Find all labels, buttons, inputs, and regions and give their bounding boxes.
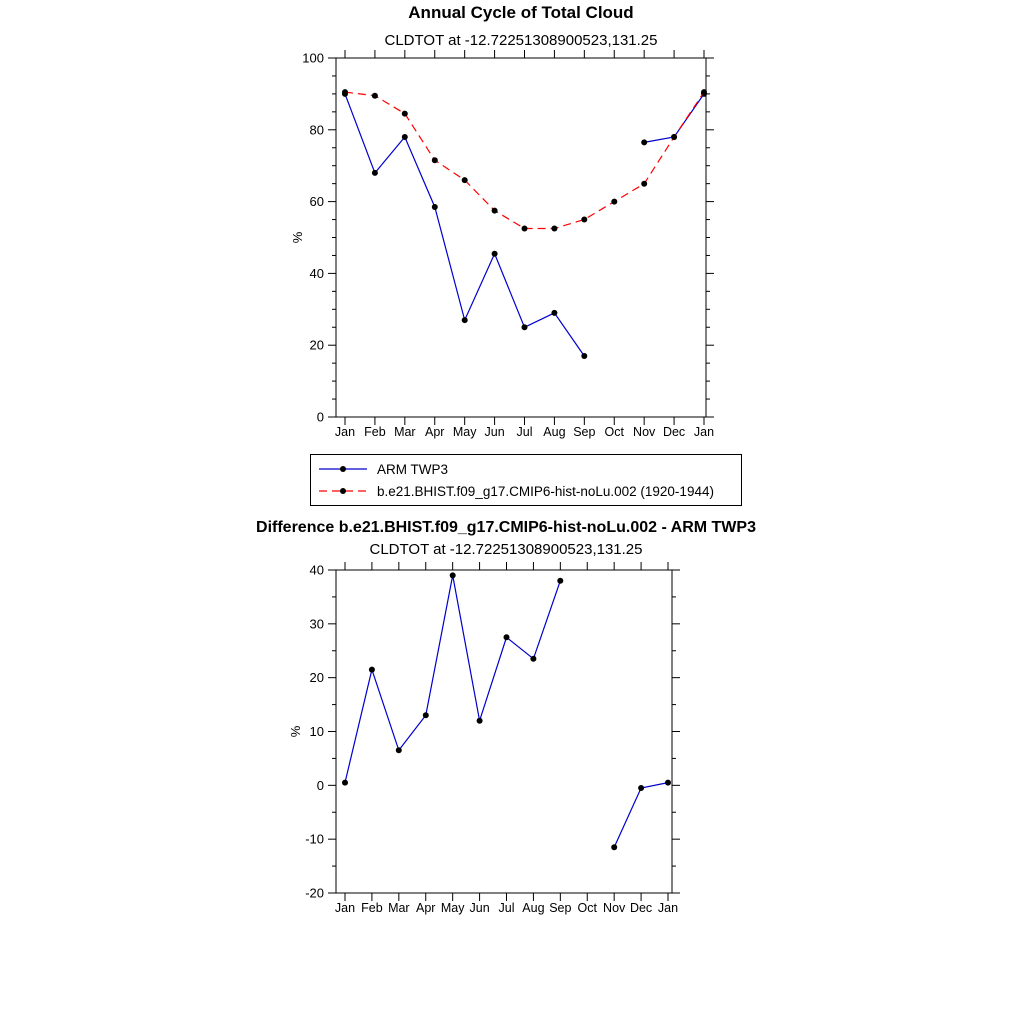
data-point-marker bbox=[477, 718, 483, 724]
data-point-marker bbox=[369, 667, 375, 673]
series-line-0 bbox=[345, 94, 704, 356]
legend-item bbox=[317, 458, 735, 480]
y-tick-label: 0 bbox=[316, 777, 324, 793]
plot-frame bbox=[336, 58, 706, 417]
difference-plot bbox=[280, 552, 760, 942]
data-point-marker bbox=[372, 170, 378, 176]
legend-line-sample bbox=[317, 483, 369, 499]
legend-label: b.e21.BHIST.f09_g17.CMIP6-hist-noLu.002 (1920-1944) bbox=[377, 483, 714, 499]
data-point-marker bbox=[423, 712, 429, 718]
legend-label: ARM TWP3 bbox=[377, 461, 449, 477]
x-tick-label: Mar bbox=[394, 425, 416, 439]
data-point-marker bbox=[402, 134, 408, 140]
legend-line-sample bbox=[317, 461, 369, 477]
y-tick-label: 10 bbox=[309, 724, 324, 739]
data-point-marker bbox=[522, 226, 528, 232]
x-tick-label: Feb bbox=[364, 425, 386, 439]
data-point-marker bbox=[671, 134, 677, 140]
chart2-subtitle: CLDTOT at -12.72251308900523,131.25 bbox=[369, 541, 643, 558]
y-tick-label: -20 bbox=[305, 885, 324, 901]
x-tick-label: Aug bbox=[543, 425, 566, 439]
data-point-marker bbox=[522, 324, 528, 330]
y-tick-label: 20 bbox=[309, 670, 324, 686]
annual-cycle-plot bbox=[280, 30, 760, 460]
x-tick-label: Jan bbox=[693, 425, 715, 439]
x-tick-label: Jun bbox=[484, 425, 505, 439]
y-tick-label: 100 bbox=[302, 50, 324, 66]
x-tick-label: Nov bbox=[603, 901, 626, 915]
data-point-marker bbox=[530, 656, 536, 662]
x-tick-label: Dec bbox=[662, 425, 686, 439]
data-point-marker bbox=[551, 226, 557, 232]
x-tick-label: Apr bbox=[416, 901, 436, 915]
x-tick-label: Jul bbox=[498, 901, 515, 915]
data-point-marker bbox=[701, 89, 707, 95]
data-point-marker bbox=[638, 785, 644, 791]
y-axis-label: % bbox=[290, 231, 305, 244]
x-tick-label: Mar bbox=[388, 901, 410, 915]
x-tick-label: Aug bbox=[522, 901, 545, 915]
data-point-marker bbox=[342, 780, 348, 786]
y-tick-label: -10 bbox=[305, 831, 324, 847]
data-point-marker bbox=[557, 578, 563, 584]
x-tick-label: Dec bbox=[629, 901, 653, 915]
data-point-marker bbox=[402, 111, 408, 117]
x-tick-label: Jan bbox=[334, 901, 356, 915]
x-tick-label: Jun bbox=[469, 901, 490, 915]
x-tick-label: May bbox=[440, 901, 465, 915]
data-point-marker bbox=[581, 353, 587, 359]
data-point-marker bbox=[641, 181, 647, 187]
data-point-marker bbox=[342, 89, 348, 95]
y-tick-label: 80 bbox=[309, 122, 324, 138]
chart1-title: Annual Cycle of Total Cloud bbox=[408, 3, 634, 22]
data-point-marker bbox=[462, 317, 468, 323]
data-point-marker bbox=[492, 208, 498, 214]
legend-item bbox=[317, 480, 735, 502]
chart1-legend bbox=[310, 454, 742, 506]
x-tick-label: Jan bbox=[657, 901, 679, 915]
y-axis-label: % bbox=[288, 725, 303, 738]
x-tick-label: May bbox=[452, 425, 477, 439]
y-tick-label: 40 bbox=[309, 562, 324, 578]
data-point-marker bbox=[611, 199, 617, 205]
data-point-marker bbox=[462, 177, 468, 183]
data-point-marker bbox=[641, 139, 647, 145]
data-point-marker bbox=[450, 572, 456, 578]
data-point-marker bbox=[432, 204, 438, 210]
x-tick-label: Nov bbox=[633, 425, 656, 439]
data-point-marker bbox=[396, 747, 402, 753]
y-tick-label: 40 bbox=[309, 265, 324, 281]
x-tick-label: Feb bbox=[361, 901, 383, 915]
x-tick-label: Jul bbox=[516, 425, 533, 439]
data-point-marker bbox=[492, 251, 498, 257]
x-tick-label: Sep bbox=[573, 425, 596, 439]
series-line-0 bbox=[345, 575, 668, 847]
plot-frame bbox=[336, 570, 672, 893]
y-tick-label: 30 bbox=[309, 616, 324, 632]
legend-marker bbox=[340, 466, 346, 472]
y-tick-label: 60 bbox=[309, 194, 324, 210]
data-point-marker bbox=[581, 217, 587, 223]
data-point-marker bbox=[372, 93, 378, 99]
data-point-marker bbox=[432, 157, 438, 163]
y-tick-label: 20 bbox=[309, 337, 324, 353]
data-point-marker bbox=[551, 310, 557, 316]
data-point-marker bbox=[665, 780, 671, 786]
data-point-marker bbox=[611, 844, 617, 850]
legend-marker bbox=[340, 488, 346, 494]
data-point-marker bbox=[504, 634, 510, 640]
x-tick-label: Oct bbox=[604, 425, 624, 439]
x-tick-label: Jan bbox=[334, 425, 356, 439]
y-tick-label: 0 bbox=[316, 409, 324, 425]
x-tick-label: Oct bbox=[577, 901, 597, 915]
x-tick-label: Apr bbox=[425, 425, 445, 439]
series-line-1 bbox=[345, 92, 704, 228]
chart2-title: Difference b.e21.BHIST.f09_g17.CMIP6-hist-noLu.002 - ARM TWP3 bbox=[256, 519, 756, 536]
chart1-subtitle: CLDTOT at -12.72251308900523,131.25 bbox=[384, 32, 658, 49]
x-tick-label: Sep bbox=[549, 901, 572, 915]
